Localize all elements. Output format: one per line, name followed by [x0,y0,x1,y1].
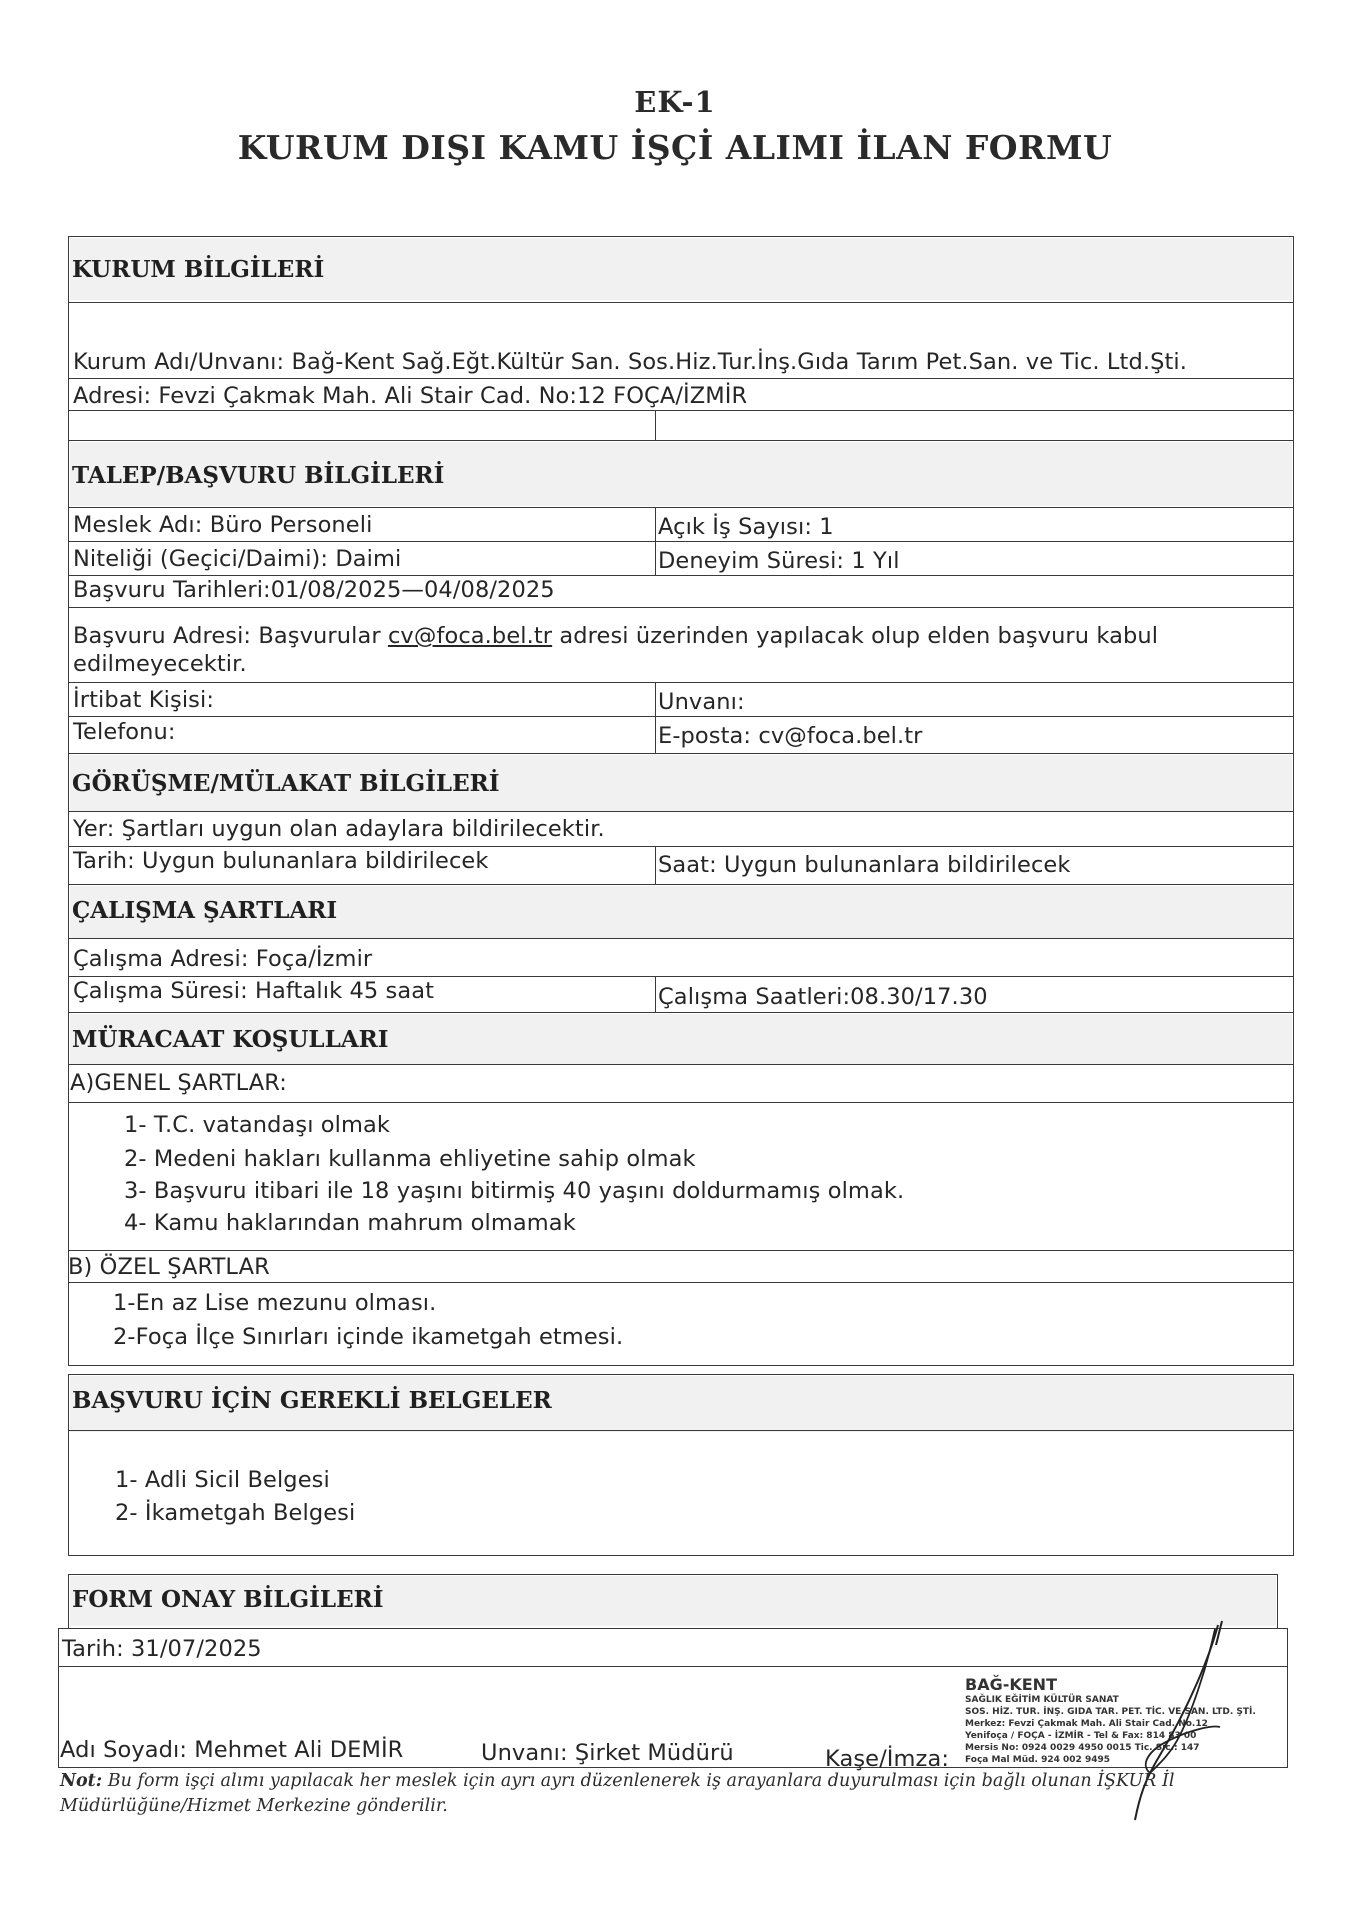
divider [68,1282,1294,1283]
stamp-line: Yenifoça / FOÇA - İZMİR - Tel & Fax: 814 83 00 [965,1731,1197,1741]
basvuru-tarihleri: Başvuru Tarihleri:01/08/2025—04/08/2025 [73,577,555,603]
stamp-line: Mersis No: 0924 0029 4950 0015 Tic. Sic.: 147 [965,1743,1200,1753]
irtibat-kisisi: İrtibat Kişisi: [73,687,215,713]
divider [68,1430,1294,1431]
stamp-line: Foça Mal Müd. 924 002 9495 [965,1755,1111,1765]
onay-unvan: Unvanı: Şirket Müdürü [481,1740,734,1766]
gorusme-tarih: Tarih: Uygun bulunanlara bildirilecek [73,848,489,874]
divider [68,884,1294,885]
ozel-sartlar-heading: B) ÖZEL ŞARTLAR [68,1254,270,1280]
gorusme-yer: Yer: Şartları uygun olan adaylara bildirilecektir. [73,816,605,842]
stamp-name: BAĞ-KENT [965,1675,1057,1694]
divider [68,1012,1294,1013]
belge-item: 1- Adli Sicil Belgesi [115,1467,330,1493]
divider [655,410,656,440]
divider [68,811,1294,812]
footnote-line2: Müdürlüğüne/Hizmet Merkezine gönderilir. [60,1796,448,1816]
divider [655,976,656,1012]
calisma-heading: ÇALIŞMA ŞARTLARI [72,897,338,924]
divider [655,846,656,884]
stamp-line: Merkez: Fevzi Çakmak Mah. Ali Stair Cad. No.12 [965,1719,1208,1729]
divider [68,575,1294,576]
footnote-text: Bu form işçi alımı yapılacak her meslek için ayrı ayrı düzenlenerek iş arayanlara duyurulması için bağlı olunan İŞKUR İl [102,1771,1175,1791]
meslek-adi: Meslek Adı: Büro Personeli [73,512,373,538]
divider [68,607,1294,608]
calisma-suresi: Çalışma Süresi: Haftalık 45 saat [73,978,435,1004]
footnote-label: Not: [60,1771,103,1791]
divider [655,682,656,753]
stamp-line: SOS. HİZ. TUR. İNŞ. GIDA TAR. PET. TİC. VE SAN. LTD. ŞTİ. [965,1707,1256,1717]
genel-sart-item: 3- Başvuru itibari ile 18 yaşını bitirmiş 40 yaşını doldurmamış olmak. [124,1178,905,1204]
stamp-line: SAĞLIK EĞİTİM KÜLTÜR SANAT [965,1695,1119,1705]
divider [68,1250,1294,1251]
kurum-adi: Kurum Adı/Unvanı: Bağ-Kent Sağ.Eğt.Kültür San. Sos.Hiz.Tur.İnş.Gıda Tarım Pet.San. ve Tic. Ltd.Şti. [73,349,1187,375]
divider [68,507,1294,508]
gorusme-saat: Saat: Uygun bulunanlara bildirilecek [658,852,1071,878]
divider [68,1064,1294,1065]
belgeler-heading: BAŞVURU İÇİN GEREKLİ BELGELER [72,1387,552,1414]
divider [655,507,656,575]
divider [68,1102,1294,1103]
divider [68,753,1294,754]
basvuru-adresi-text: adresi üzerinden yapılacak olup elden başvuru kabul [552,623,1159,649]
footnote-line1 [60,1771,1175,1791]
basvuru-adresi-label: Başvuru Adresi: Başvurular [73,623,388,649]
e-posta: E-posta: cv@foca.bel.tr [658,723,923,749]
ozel-sart-item: 1-En az Lise mezunu olması. [113,1290,437,1316]
email-link[interactable]: cv@foca.bel.tr [387,623,553,649]
divider [68,716,1294,717]
genel-sart-item: 1- T.C. vatandaşı olmak [124,1112,391,1138]
divider [68,410,1294,411]
deneyim-suresi: Deneyim Süresi: 1 Yıl [658,548,900,574]
divider [68,302,1294,303]
gorusme-heading: GÖRÜŞME/MÜLAKAT BİLGİLERİ [72,770,500,797]
muracaat-heading: MÜRACAAT KOŞULLARI [72,1026,389,1053]
onay-heading: FORM ONAY BİLGİLERİ [72,1586,384,1613]
divider [68,938,1294,939]
kurum-adres: Adresi: Fevzi Çakmak Mah. Ali Stair Cad. No:12 FOÇA/İZMİR [73,383,748,409]
genel-sart-item: 2- Medeni hakları kullanma ehliyetine sahip olmak [124,1146,696,1172]
telefonu: Telefonu: [73,719,176,745]
genel-sart-item: 4- Kamu haklarından mahrum olmamak [124,1210,576,1236]
irtibat-unvani: Unvanı: [658,689,745,715]
divider [68,378,1294,379]
niteligi: Niteliği (Geçici/Daimi): Daimi [73,546,402,572]
divider [68,541,1294,542]
belge-item: 2- İkametgah Belgesi [115,1500,356,1526]
divider [68,682,1294,683]
basvuru-adresi [73,623,1158,649]
divider [68,846,1294,847]
onay-adi-soyadi: Adı Soyadı: Mehmet Ali DEMİR [60,1737,404,1763]
genel-sartlar-heading: A)GENEL ŞARTLAR: [70,1070,287,1096]
annex-label: EK-1 [634,85,716,119]
kurum-heading: KURUM BİLGİLERİ [72,256,325,283]
acik-is-sayisi: Açık İş Sayısı: 1 [658,514,834,540]
form-title: KURUM DIŞI KAMU İŞÇİ ALIMI İLAN FORMU [237,128,1113,167]
ozel-sart-item: 2-Foça İlçe Sınırları içinde ikametgah etmesi. [113,1324,624,1350]
basvuru-adresi-line2: edilmeyecektir. [73,651,247,677]
calisma-adresi: Çalışma Adresi: Foça/İzmir [73,946,373,972]
calisma-saatleri: Çalışma Saatleri:08.30/17.30 [658,984,988,1010]
onay-kase-imza: Kaşe/İmza: [825,1746,950,1772]
talep-heading: TALEP/BAŞVURU BİLGİLERİ [72,462,445,489]
onay-tarih: Tarih: 31/07/2025 [62,1636,262,1662]
signature-mark [1040,1615,1270,1825]
divider [68,976,1294,977]
divider [68,440,1294,441]
